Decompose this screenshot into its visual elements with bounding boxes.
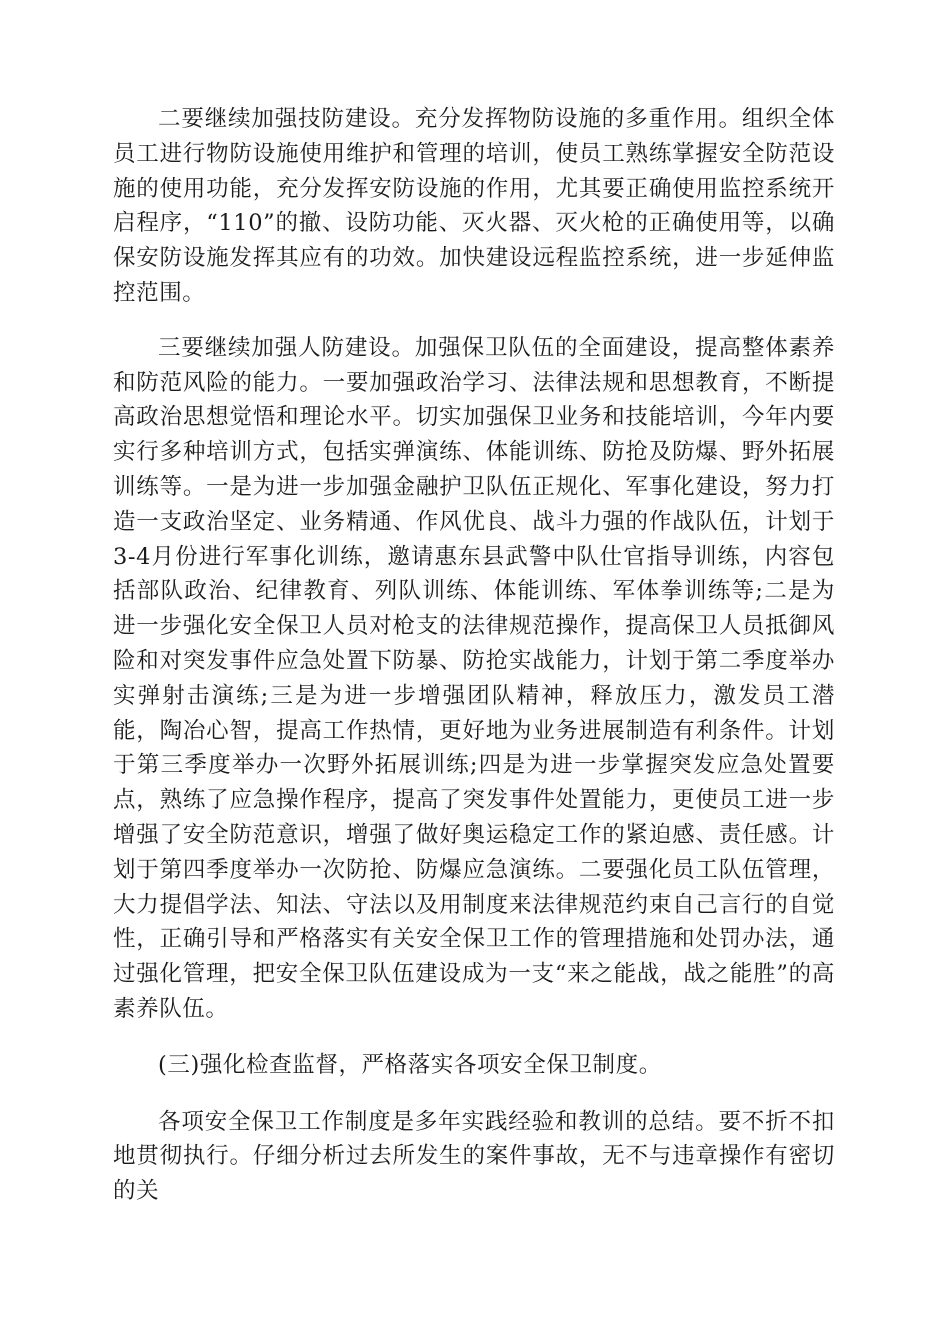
paragraph-personnel-defense: 三要继续加强人防建设。加强保卫队伍的全面建设，提高整体素养和防范风险的能力。一要加强政治学习、法律法规和思想教育，不断提高政治思想觉悟和理论水平。切实加强保卫业务和技能培训，今年内要实行多种培训方式，包括实弹演练、体能训练、防抢及防爆、野外拓展训练等。一是为进一步加强金融护卫队伍正规化、军事化建设，努力打造一支政治坚定、业务精通、作风优良、战斗力强的作战队伍，计划于3-4月份进行军事化训练，邀请惠东县武警中队仕官指导训练，内容包括部队政治、纪律教育、列队训练、体能训练、军体拳训练等;二是为进一步强化安全保卫人员对枪支的法律规范操作，提高保卫人员抵御风险和对突发事件应急处置下防暴、防抢实战能力，计划于第二季度举办实弹射击演练;三是为进一步增强团队精神，释放压力，激发员工潜能，陶冶心智，提高工作热情，更好地为业务进展制造有利条件。计划于第三季度举办一次野外拓展训练;四是为进一步掌握突发应急处置要点，熟练了应急操作程序，提高了突发事件处置能力，更使员工进一步增强了安全防范意识，增强了做好奥运稳定工作的紧迫感、责任感。计划于第四季度举办一次防抢、防爆应急演练。二要强化员工队伍管理，大力提倡学法、知法、守法以及用制度来法律规范约束自己言行的自觉性，正确引导和严格落实有关安全保卫工作的管理措施和处罚办法，通过强化管理，把安全保卫队伍建设成为一支“来之能战，战之能胜”的高素养队伍。	[113, 334, 835, 1022]
paragraph-tech-defense: 二要继续加强技防建设。充分发挥物防设施的多重作用。组织全体员工进行物防设施使用维护和管理的培训，使员工熟练掌握安全防范设施的使用功能，充分发挥安防设施的作用，尤其要正确使用监控系统开启程序，“110”的撤、设防功能、灭火器、灭火枪的正确使用等，以确保安防设施发挥其应有的功效。加快建设远程监控系统，进一步延伸监控范围。	[113, 106, 835, 306]
paragraph-security-rules: 各项安全保卫工作制度是多年实践经验和教训的总结。要不折不扣地贯彻执行。仔细分析过去所发生的案件事故，无不与违章操作有密切的关	[113, 1108, 835, 1205]
document-page	[113, 102, 835, 1209]
section-heading-inspection: (三)强化检查监督，严格落实各项安全保卫制度。	[158, 1051, 662, 1078]
